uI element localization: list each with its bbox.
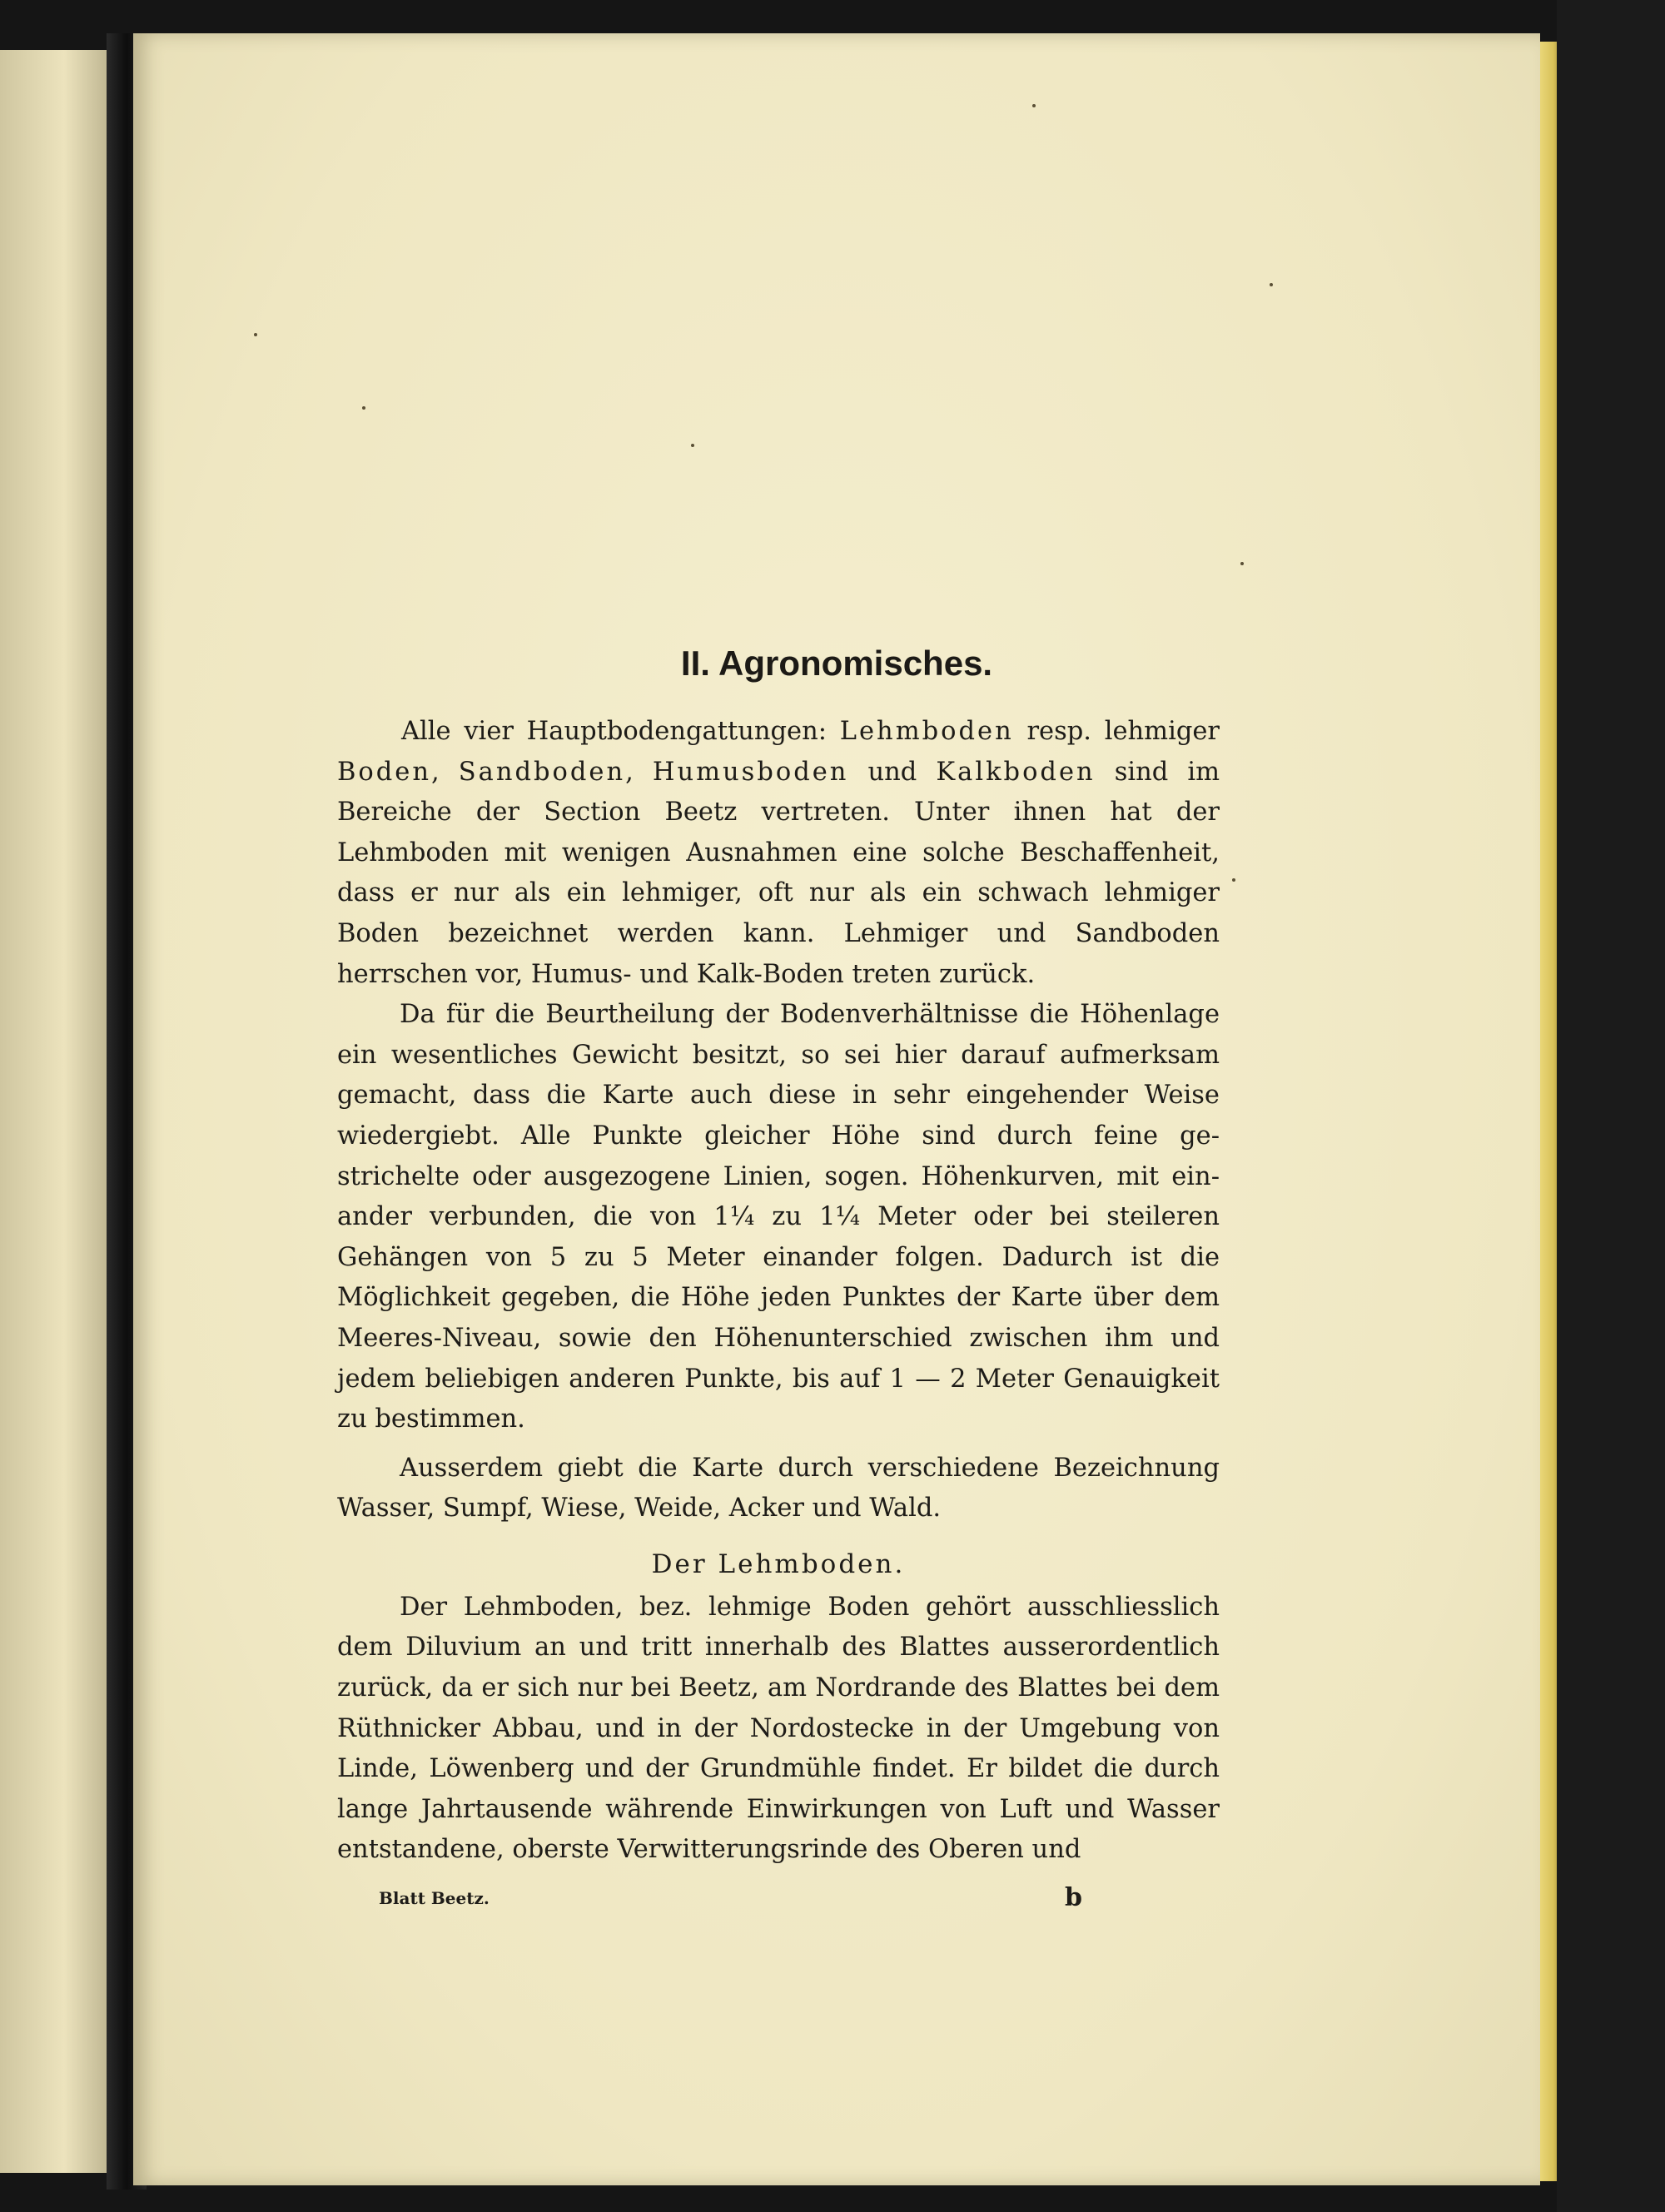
paper-speck [362,406,365,410]
text-run: Da für die Beurtheilung der Bodenverhältnisse die Höhenlage ein wesentliches Gewicht besitzt, so sei hier darauf aufmerksam gemacht, dass die Karte auch diese in sehr eingehender Weise wiedergiebt. Alle Punkte gleicher Höhe sind durch feine gestrichelte oder ausgezogene Linien, sogen. Höhenkurven, mit einander verbunden, die von [337,1000,1220,1232]
text-run: , [431,757,459,787]
subheading-lehmboden: Der Lehmboden. [651,1548,906,1579]
text-run: resp. lehmiger [1013,717,1220,746]
paper-speck [1270,283,1273,286]
soil-type-boden: Boden [337,757,431,787]
text-run: Meter oder bei steileren Gehängen von 5 zu 5 Meter einander folgen. Dadurch ist die Möglichkeit gegeben, die Höhe jeden Punktes der Karte über dem Meeres-Niveau, sowie den Höhenunterschied zwischen ihm und jedem beliebigen anderen Punkte, bis auf 1 — 2 Meter Genauigkeit zu bestimmen. [337,1202,1220,1434]
soil-type-kalkboden: Kalkboden [936,757,1096,787]
paragraph-4: Der Lehmboden, bez. lehmige Boden gehört ausschliesslich dem Diluvium an und tritt innerhalb des Blattes ausserordentlich zurück, da er sich nur bei Beetz, am Nordrande des Blattes bei dem Rüthnicker Abbau, und in der Nordostecke in der Umgebung von Linde, Löwenberg und der Grundmühle findet. Er bildet die durch lange Jahrtausende währende Einwirkungen von Luft und Wasser entstandene, oberste Verwitterungsrinde des Oberen und [337,1592,1220,1865]
paper-speck [254,333,257,336]
text-run: zu [754,1202,820,1232]
soil-type-humusboden: Humusboden [652,757,849,787]
text-run: Alle vier Hauptbodengattungen: [401,717,840,746]
section-heading: II. Agronomisches. [680,644,993,683]
left-page-edge [0,50,117,2173]
footer-sheet-title: Blatt Beetz. [379,1888,490,1908]
paragraph-2 [337,995,1220,1440]
fraction: 1¼ [713,1202,755,1232]
text-run: und [848,757,937,787]
soil-type-sandboden: Sandboden [458,757,626,787]
soil-type-lehmboden: Lehmboden [839,717,1014,746]
fraction: 1¼ [819,1202,861,1232]
body-text [337,712,1220,1871]
paper-speck [1032,104,1036,107]
paragraph-3: Ausserdem giebt die Karte durch verschiedene Bezeichnung Wasser, Sumpf, Wiese, Weide, Acker und Wald. [337,1453,1220,1524]
paper-speck [691,444,694,447]
text-run: , [625,757,653,787]
paper-speck [1240,562,1244,565]
paper-speck [1232,878,1235,882]
signature-mark: b [1065,1883,1082,1912]
text-run: sind im Bereiche der Section Beetz vertreten. Unter ihnen hat der Lehmboden mit wenigen Ausnahmen eine solche Beschaffenheit, dass er nur als ein lehmiger, oft nur als ein schwach lehmiger Boden bezeichnet werden kann. Lehmiger und Sandboden herrschen vor, Humus- und Kalk-Boden treten zurück. [337,757,1220,989]
book-cover [1557,0,1665,2212]
paragraph-1 [337,712,1220,995]
